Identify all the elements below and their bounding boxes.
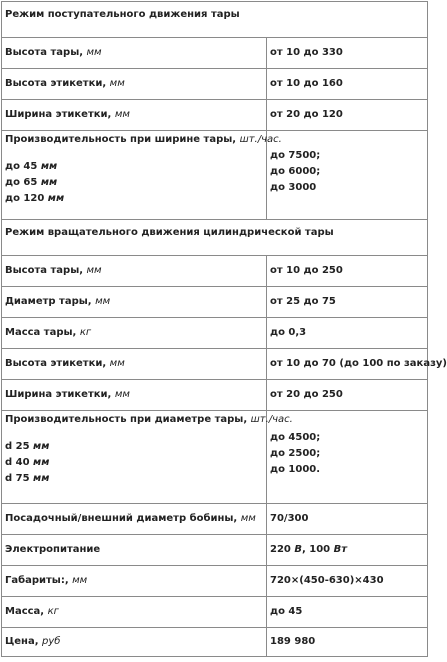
param-cell [2, 38, 267, 69]
param-unit: мм [95, 296, 111, 307]
value-cell: от 20 до 120 [267, 100, 428, 131]
value-cell [267, 131, 428, 220]
productivity-item-label: d 75 мм [5, 473, 50, 484]
param-unit: мм [86, 265, 102, 276]
table-row [2, 100, 428, 131]
specifications-table [1, 1, 447, 657]
productivity-item-label: до 65 мм [5, 177, 58, 188]
param-cell [2, 349, 267, 380]
value-cell: от 10 до 330 [267, 38, 428, 69]
section-header-linear [2, 2, 428, 38]
param-label: Габариты:, [5, 575, 73, 586]
productivity-item-value: до 1000. [270, 464, 321, 475]
productivity-item-label: d 25 мм [5, 441, 50, 452]
value-cell: до 45 [267, 597, 428, 628]
productivity-item-label: до 45 мм [5, 161, 58, 172]
param-unit: руб [42, 636, 61, 647]
param-cell [2, 131, 282, 220]
param-label: Производительность при ширине тары, [5, 134, 240, 145]
param-unit: мм [86, 47, 102, 58]
table-row [2, 287, 428, 318]
productivity-item-value: до 2500; [270, 448, 321, 459]
productivity-item-value: до 6000; [270, 166, 321, 177]
param-label: Цена, [5, 636, 42, 647]
value-cell: от 20 до 250 [267, 380, 428, 411]
param-unit: мм [109, 78, 125, 89]
table-row [2, 69, 428, 100]
param-label: Высота этикетки, [5, 78, 110, 89]
param-cell [2, 287, 267, 318]
productivity-item-value: до 7500; [270, 150, 321, 161]
param-cell: Электропитание [2, 535, 267, 566]
param-unit: мм [114, 109, 130, 120]
table-row [2, 256, 428, 287]
productivity-item-label: до 120 мм [5, 193, 65, 204]
param-cell [2, 504, 267, 535]
param-unit: мм [240, 513, 256, 524]
param-unit: кг [79, 327, 92, 338]
table-row [2, 380, 428, 411]
param-label: Посадочный/внешний диаметр бобины, [5, 513, 241, 524]
param-cell [2, 411, 293, 504]
param-label: Высота этикетки, [5, 358, 110, 369]
table-row [2, 318, 428, 349]
param-cell [2, 597, 267, 628]
param-unit: шт./час. [250, 414, 293, 425]
param-unit: кг [47, 606, 59, 617]
productivity-item-value: до 3000 [270, 182, 317, 193]
table-row [2, 38, 428, 69]
value-cell: от 10 до 250 [267, 256, 428, 287]
value-cell: 70/300 [267, 504, 428, 535]
productivity-item-value: до 4500; [270, 432, 321, 443]
param-label: Масса, [5, 606, 48, 617]
value-cell: 720×(450-630)×430 [267, 566, 428, 597]
price-value: 189 980 [267, 628, 428, 657]
param-cell [2, 380, 267, 411]
value-cell: от 10 до 160 [267, 69, 428, 100]
productivity-item-label: d 40 мм [5, 457, 50, 468]
param-cell [2, 256, 267, 287]
table-row [2, 535, 428, 566]
section-title: Режим вращательного движения цилиндрической тары [2, 220, 428, 256]
param-unit: мм [72, 575, 88, 586]
param-cell [2, 566, 267, 597]
param-cell [2, 318, 267, 349]
param-unit: мм [109, 358, 125, 369]
table-row-productivity [2, 411, 428, 504]
param-label: Масса тары, [5, 327, 80, 338]
param-label: Высота тары, [5, 47, 87, 58]
table-row [2, 566, 428, 597]
param-label: Ширина этикетки, [5, 109, 115, 120]
param-label: Ширина этикетки, [5, 389, 115, 400]
table-row-productivity [2, 131, 428, 220]
param-cell [2, 628, 267, 657]
value-cell: от 25 до 75 [267, 287, 428, 318]
table-row-price [2, 628, 428, 657]
table-row [2, 597, 428, 628]
param-unit: мм [114, 389, 130, 400]
param-label: Высота тары, [5, 265, 87, 276]
param-cell [2, 69, 267, 100]
value-cell: 220 В, 100 Вт [267, 535, 428, 566]
param-cell [2, 100, 267, 131]
table-row [2, 349, 428, 380]
param-label: Производительность при диаметре тары, [5, 414, 251, 425]
param-unit: шт./час. [239, 134, 282, 145]
section-title: Режим поступательного движения тары [2, 2, 428, 38]
section-header-rotary [2, 220, 428, 256]
value-cell: от 10 до 70 (до 100 по заказу) [267, 349, 428, 380]
value-cell: до 0,3 [267, 318, 428, 349]
table-row [2, 504, 428, 535]
param-label: Диаметр тары, [5, 296, 96, 307]
